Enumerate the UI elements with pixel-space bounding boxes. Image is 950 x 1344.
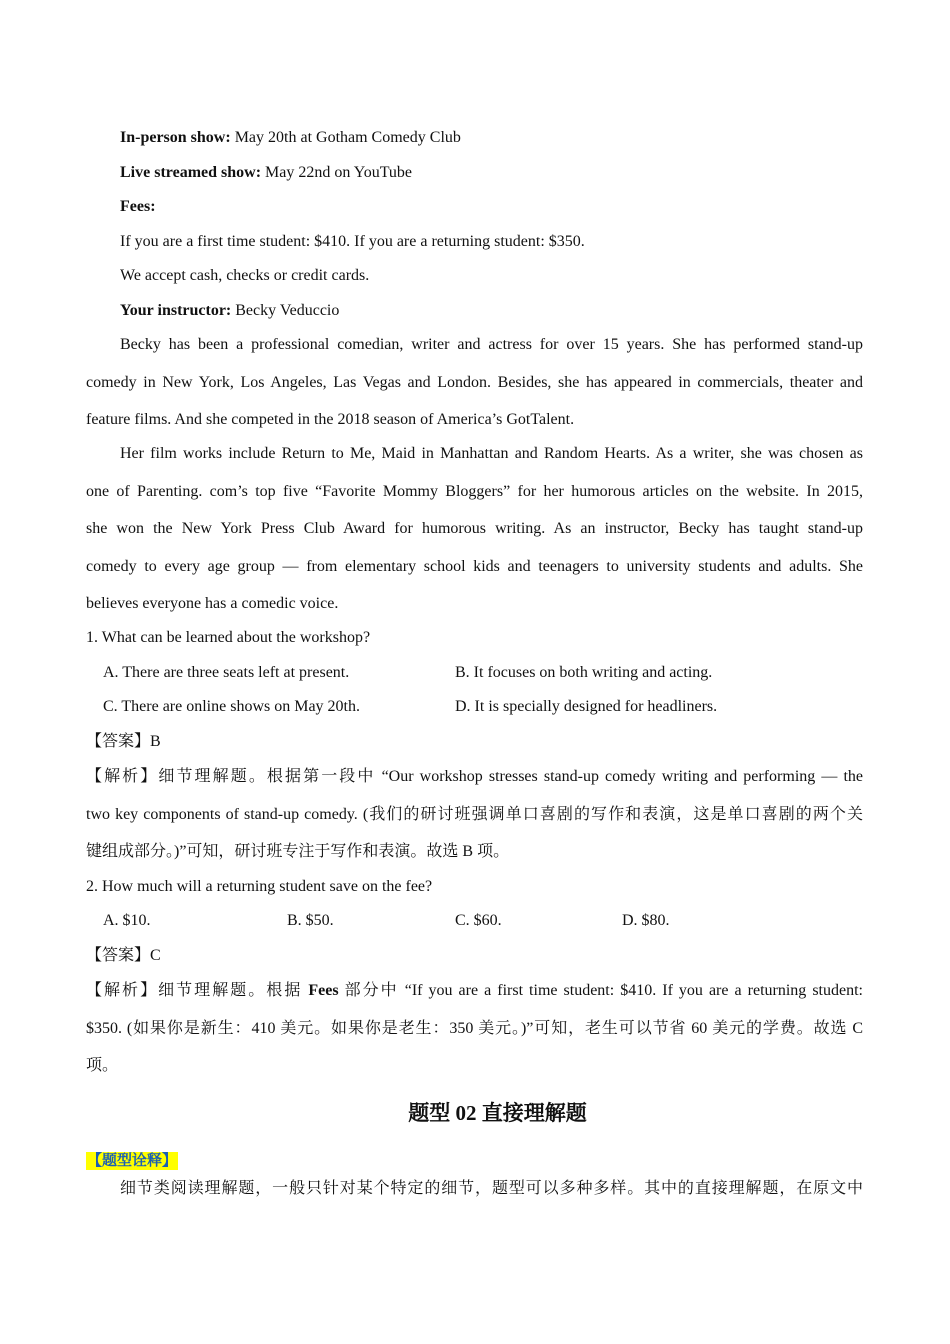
fees-heading: Fees: [120,198,156,215]
q2-option-d: D. $80. [622,912,670,929]
inperson-line [120,128,461,148]
stream-label: Live streamed show: [120,164,262,181]
q1-analysis-line: 键组成部分。)”可知，研讨班专注于写作和表演。故选 B 项。 [86,843,510,860]
section-title: 题型 02 直接理解题 [408,1101,587,1125]
bio-p2-line: Her film works include Return to Me, Maid in Manhattan and Random Hearts. As a writer, she was chosen as [120,445,863,462]
q2-analysis-line: $350. (如果你是新生：410 美元。如果你是老生：350 美元。)”可知，老生可以节省 60 美元的学费。故选 C [86,1020,863,1037]
q2-option-c: C. $60. [455,912,502,929]
q2-analysis-line: 【解析】细节理解题。根据 Fees 部分中 “If you are a first time student: $410. If you are a returning student: [86,982,863,999]
q1-analysis-line: two key components of stand-up comedy. (我们的研讨班强调单口喜剧的写作和表演，这是单口喜剧的两个关 [86,806,863,823]
stream-line [120,163,412,183]
q1-answer: 【答案】B [86,733,161,750]
section-intro: 细节类阅读理解题，一般只针对某个特定的细节，题型可以多种多样。其中的直接理解题，在原文中 [120,1180,863,1197]
instructor-label: Your instructor: [120,302,232,319]
inperson-value: May 20th at Gotham Comedy Club [230,129,461,146]
bio-p1-line: comedy in New York, Los Angeles, Las Vegas and London. Besides, she has appeared in commercials, theater and [86,374,863,391]
q1-question: 1. What can be learned about the workshop? [86,629,371,646]
payment-text: We accept cash, checks or credit cards. [120,267,370,284]
section-tag: 【题型诠释】 [87,1153,178,1169]
bio-p1-line: Becky has been a professional comedian, writer and actress for over 15 years. She has performed stand-up [120,336,863,353]
q2-option-a: A. $10. [103,912,151,929]
fees-text: If you are a first time student: $410. If you are a returning student: $350. [120,233,585,250]
q1-option-d: D. It is specially designed for headliners. [455,698,718,715]
bio-p2-line: comedy to every age group — from elementary school kids and teenagers to university students and adults. She [86,558,863,575]
bio-p1-line: feature films. And she competed in the 2018 season of America’s GotTalent. [86,411,575,428]
inperson-label: In-person show: [120,129,231,146]
q1-analysis-line: 【解析】细节理解题。根据第一段中 “Our workshop stresses stand-up comedy writing and performing — the [86,768,863,785]
instructor-value: Becky Veduccio [231,302,340,319]
q2-answer: 【答案】C [86,947,161,964]
q1-option-c: C. There are online shows on May 20th. [103,698,360,715]
q2-option-b: B. $50. [287,912,334,929]
instructor-line [120,301,339,321]
q2-question: 2. How much will a returning student save on the fee? [86,878,433,895]
q2-analysis-line: 项。 [86,1057,119,1074]
q1-option-b: B. It focuses on both writing and acting. [455,664,713,681]
q1-option-a: A. There are three seats left at present. [103,664,350,681]
bio-p2-line: believes everyone has a comedic voice. [86,595,339,612]
bio-p2-line: she won the New York Press Club Award for humorous writing. As an instructor, Becky has taught stand-up [86,520,863,537]
bio-p2-line: one of Parenting. com’s top five “Favorite Mommy Bloggers” for her humorous articles on the website. In 2015, [86,483,863,500]
stream-value: May 22nd on YouTube [261,164,413,181]
